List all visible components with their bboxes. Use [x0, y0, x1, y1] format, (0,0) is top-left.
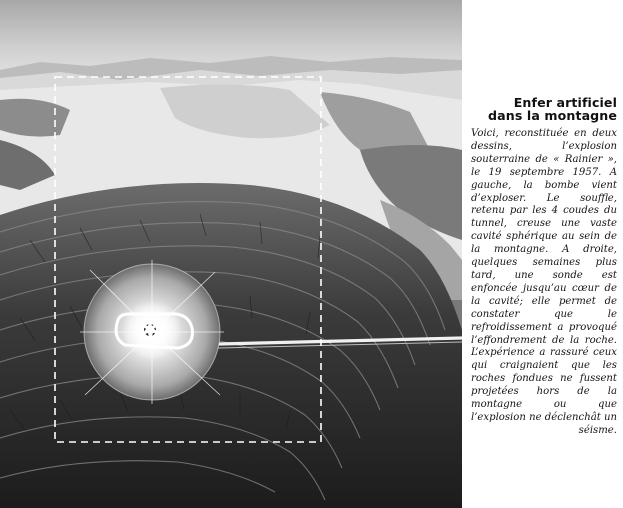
caption-title [471, 96, 617, 122]
caption-body: Voici, reconstituée en deux dessins, l’explosion souterraine de « Rainier », le 19 septembre 1957. A gauche, la bombe vient d’exploser. Le souffle, retenu par les 4 coudes du tunnel, creuse une vaste cavité sphérique au sein de la montagne. A droite, quelques semaines plus tard, une sonde est enfoncée jusqu’au cœur de la cavité; elle permet de constater que le refroidissement a provoqué l’effondrement de la roche. L’expérience a rassuré ceux qui craignaient que les roches fondues ne fussent projetées hors de la montagne ou que l’explosion ne déclenchât un séisme. [471, 128, 617, 436]
caption-title-line2: dans la montagne [488, 108, 617, 123]
caption-title-line1: Enfer artificiel [513, 95, 617, 110]
caption [471, 96, 617, 438]
